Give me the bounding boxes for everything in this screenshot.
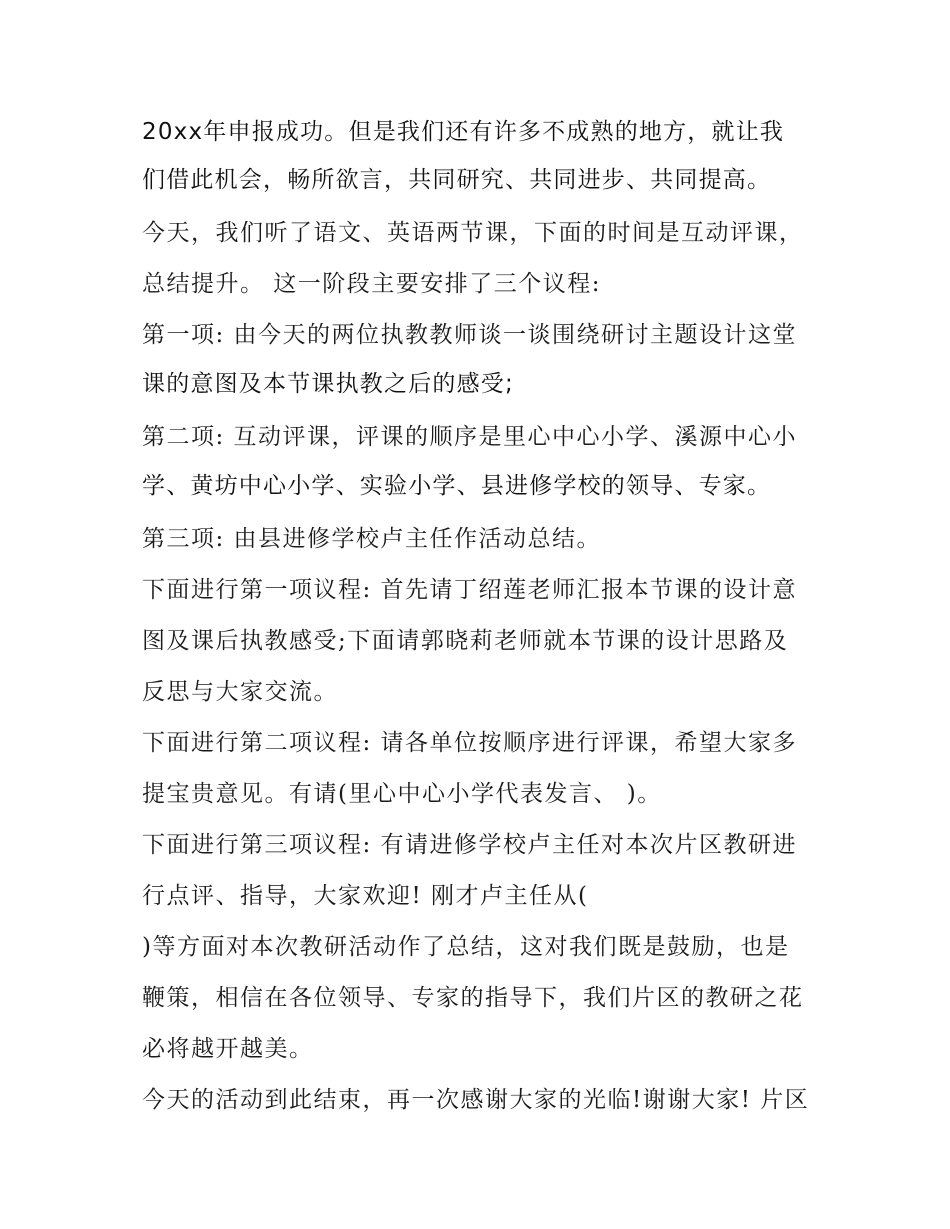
text-line-11: 图及课后执教感受;下面请郭晓莉老师就本节课的设计思路及 — [142, 628, 789, 654]
text-line-16: 行点评、指导，大家欢迎! 刚才卢主任从( — [142, 883, 589, 909]
text-line-3: 今天，我们听了语文、英语两节课，下面的时间是互动评课， — [142, 220, 804, 246]
text-line-13: 下面进行第二项议程: 请各单位按顺序进行评课，希望大家多 — [142, 730, 798, 756]
text-line-19: 必将越开越美。 — [142, 1036, 314, 1062]
text-line-5: 第一项: 由今天的两位执教教师谈一谈围绕研讨主题设计这堂 — [142, 322, 798, 348]
text-line-6: 课的意图及本节课执教之后的感受; — [142, 371, 514, 397]
text-line-17: )等方面对本次教研活动作了总结，这对我们既是鼓励，也是 — [142, 934, 790, 960]
text-line-7: 第二项: 互动评课，评课的顺序是里心中心小学、溪源中心小 — [142, 424, 798, 450]
text-line-10: 下面进行第一项议程: 首先请丁绍莲老师汇报本节课的设计意 — [142, 577, 798, 603]
text-line-4: 总结提升。 这一阶段主要安排了三个议程: — [142, 271, 602, 297]
text-line-20: 今天的活动到此结束，再一次感谢大家的光临!谢谢大家! 片区 — [142, 1087, 810, 1113]
text-line-14: 提宝贵意见。有请(里心中心小学代表发言、 )。 — [142, 781, 662, 807]
text-line-8: 学、黄坊中心小学、实验小学、县进修学校的领导、专家。 — [142, 473, 772, 499]
text-line-12: 反思与大家交流。 — [142, 679, 338, 705]
text-line-1: 20xx年申报成功。但是我们还有许多不成熟的地方，就让我 — [142, 119, 785, 145]
text-line-2: 们借此机会，畅所欲言，共同研究、共同进步、共同提高。 — [142, 167, 772, 193]
text-line-18: 鞭策，相信在各位领导、专家的指导下，我们片区的教研之花 — [142, 985, 804, 1011]
text-line-15: 下面进行第三项议程: 有请进修学校卢主任对本次片区教研进 — [142, 832, 798, 858]
text-line-9: 第三项: 由县进修学校卢主任作活动总结。 — [142, 526, 602, 552]
